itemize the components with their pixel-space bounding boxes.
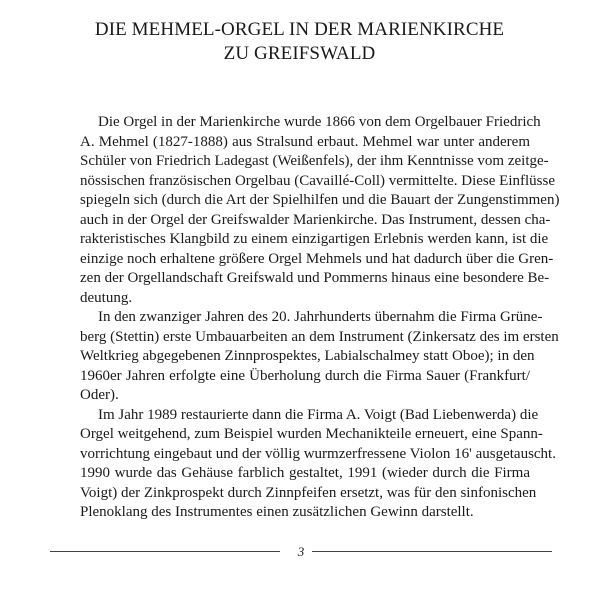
paragraph-2-line: Weltkrieg abgegebenen Zinnprospektes, Labialschalmey statt Oboe); in den [80, 348, 535, 364]
paragraph-2-line: In den zwanziger Jahren des 20. Jahrhunderts übernahm die Firma Grüne- [98, 309, 543, 325]
paragraph-1-line: rakteristisches Klangbild zu einem einzigartigen Erlebnis werden kann, ist die [80, 231, 549, 247]
paragraph-3-line: vorrichtung eingebaut und der völlig wurmzerfressene Violon 16' ausgetauscht. [80, 445, 556, 462]
paragraph-1-line: spiegeln sich (durch die Art der Spielhilfen und die Bauart der Zungenstimmen) [80, 192, 560, 208]
body-text [80, 113, 560, 523]
paragraph-1-line: zen der Orgellandschaft Greifswald und Pommerns hinaus eine besondere Be- [80, 270, 550, 286]
paragraph-1-line: A. Mehmel (1827-1888) aus Stralsund erbaut. Mehmel war unter anderem [80, 133, 530, 150]
footer-rule-left [50, 551, 280, 552]
paragraph-2-line: 1960er Jahren erfolgte eine Überholung durch die Firma Sauer (Frankfurt/ [80, 367, 530, 384]
paragraph-3-line: Plenoklang des Instrumentes einen zusätzlichen Gewinn darstellt. [80, 504, 474, 520]
paragraph-3-line: Im Jahr 1989 restaurierte dann die Firma A. Voigt (Bad Liebenwerda) die [98, 406, 539, 423]
paragraph-2-line: Oder). [80, 387, 119, 403]
paragraph-1-line: auch in der Orgel der Greifswalder Marienkirche. Das Instrument, dessen cha- [80, 211, 551, 228]
title-line-1: DIE MEHMEL-ORGEL IN DER MARIENKIRCHE [94, 19, 505, 40]
paragraph-1-line: nössischen französischen Orgelbau (Cavaillé-Coll) vermittelte. Diese Einflüsse [80, 172, 556, 189]
paragraph-2-line: berg (Stettin) erste Umbauarbeiten an dem Instrument (Zinkersatz des im ersten [80, 328, 559, 345]
page-number: 3 [297, 544, 305, 559]
page-title [0, 18, 599, 66]
paragraph-1-line: Die Orgel in der Marienkirche wurde 1866 von dem Orgelbauer Friedrich [98, 114, 541, 130]
page-footer [50, 542, 552, 564]
paragraph-1-line: einzige noch erhaltene größere Orgel Mehmels und hat dadurch über die Gren- [80, 250, 554, 267]
paragraph-1-line: Schüler von Friedrich Ladegast (Weißenfels), der ihm Kenntnisse vom zeitge- [80, 153, 549, 169]
paragraph-3-line: 1990 wurde das Gehäuse farblich gestaltet, 1991 (wieder durch die Firma [80, 465, 530, 481]
footer-rule-right [312, 551, 552, 552]
paragraph-3-line: Orgel weitgehend, zum Beispiel wurden Mechanikteile erneuert, eine Spann- [80, 426, 543, 442]
paragraph-1-line: deutung. [80, 289, 133, 306]
paragraph-3-line: Voigt) der Zinkprospekt durch Zinnpfeifen ersetzt, was für den sinfonischen [80, 484, 537, 501]
title-line-2: ZU GREIFSWALD [223, 43, 376, 64]
